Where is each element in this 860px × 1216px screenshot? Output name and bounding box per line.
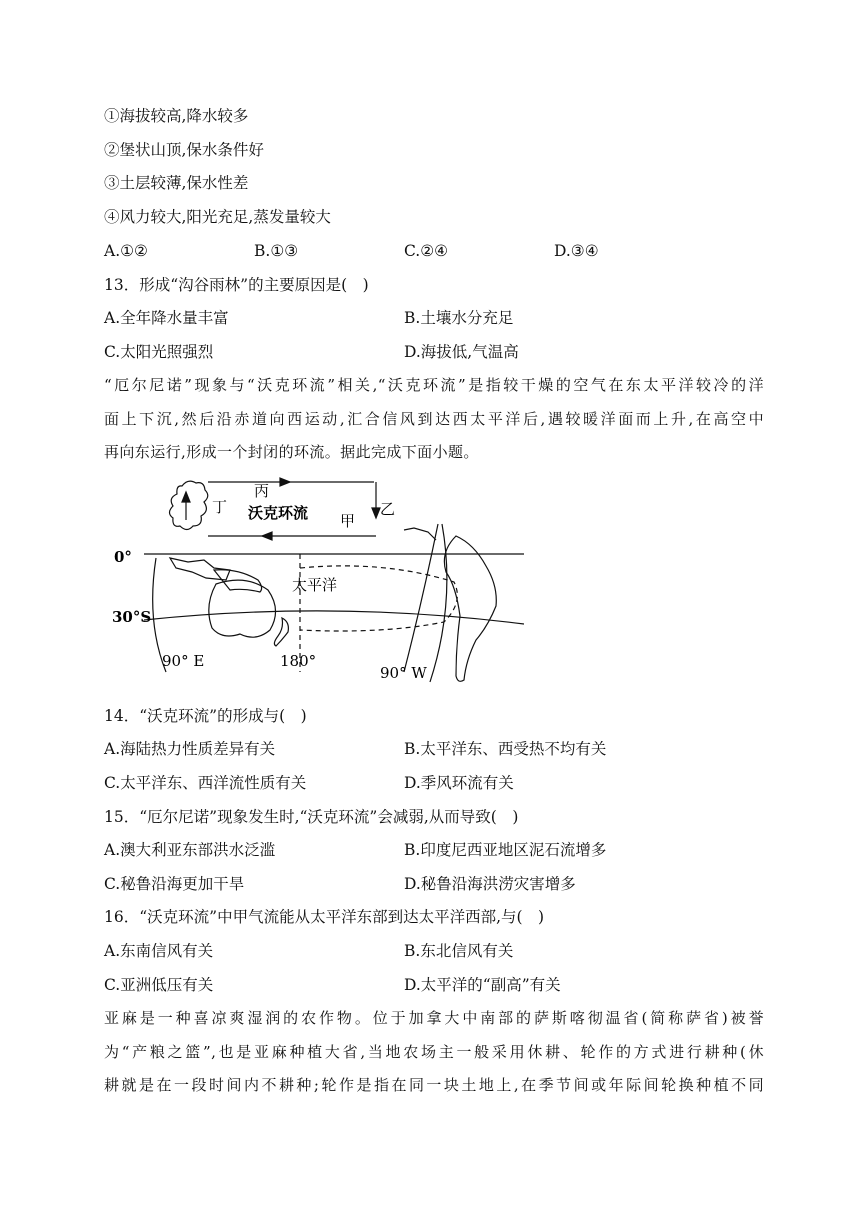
q16-choice-d: D.太平洋的“副高”有关 [404,976,561,994]
lat-30s-line [144,611,524,624]
q16-choice-a: A.东南信风有关 [104,942,214,960]
south-america-land [444,536,496,681]
passage1-line2: 面上下沉,然后沿赤道向西运动,汇合信风到达西太平洋后,遇较暖洋面而上升,在高空中 [104,410,764,428]
australia-land [209,580,276,637]
new-zealand-land [274,618,288,646]
label-jia: 甲 [340,512,356,530]
q15-stem: 15．“厄尔尼诺”现象发生时,“沃克环流”会减弱,从而导致( ) [104,808,519,826]
arrow-east-icon [280,478,290,486]
label-180: 180° [280,652,317,670]
label-equator: 0° [114,548,132,566]
q12-option-2: ②堡状山顶,保水条件好 [104,141,264,159]
passage1-line1: “厄尔尼诺”现象与“沃克环流”相关,“沃克环流”是指较干燥的空气在东太平洋较冷的洋 [104,376,764,394]
passage2-line1: 亚麻是一种喜凉爽湿润的农作物。位于加拿大中南部的萨斯喀彻温省(简称萨省)被誉 [104,1009,764,1027]
q15-choice-c: C.秘鲁沿海更加干旱 [104,875,245,893]
arrow-up-icon [182,492,190,502]
q13-choice-d: D.海拔低,气温高 [404,343,519,361]
label-90w: 90° W [380,664,427,682]
passage1-line3: 再向东运行,形成一个封闭的环流。据此完成下面小题。 [104,443,479,461]
q12-option-4: ④风力较大,阳光充足,蒸发量较大 [104,208,331,226]
passage2-line3: 耕就是在一段时间内不耕种;轮作是指在同一块土地上,在季节间或年际间轮换种植不同 [104,1076,764,1094]
q15-choice-d: D.秘鲁沿海洪涝灾害增多 [404,875,576,893]
label-walker: 沃克环流 [248,504,309,522]
q12-choice-a: A.①② [104,242,148,260]
q12-choice-d: D.③④ [554,242,599,260]
q14-stem: 14．“沃克环流”的形成与( ) [104,707,307,725]
meridian-90w-a [404,524,438,672]
passage2-line2: 为“产粮之篮”,也是亚麻种植大省,当地农场主一般采用休耕、轮作的方式进行耕种(休 [104,1043,764,1061]
q12-option-3: ③土层较薄,保水性差 [104,174,249,192]
label-30s: 30°S [112,608,152,626]
label-ding: 丁 [212,498,228,516]
arrow-west-icon [262,532,272,540]
label-yi: 乙 [380,500,396,518]
q12-choice-b: B.①③ [254,242,299,260]
q16-choice-b: B.东北信风有关 [404,942,514,960]
walker-circulation-map [104,472,524,694]
label-90e: 90° E [162,652,205,670]
q14-choice-a: A.海陆热力性质差异有关 [104,740,276,758]
q13-stem: 13．形成“沟谷雨林”的主要原因是( ) [104,276,369,294]
q14-choice-d: D.季风环流有关 [404,774,514,792]
q13-choice-c: C.太阳光照强烈 [104,343,214,361]
q15-choice-b: B.印度尼西亚地区泥石流增多 [404,841,607,859]
q15-choice-a: A.澳大利亚东部洪水泛滥 [104,841,276,859]
central-america-land [404,528,436,540]
q12-choice-c: C.②④ [404,242,449,260]
walker-map-svg [104,472,524,694]
indonesia-land [170,558,230,580]
q14-choice-c: C.太平洋东、西洋流性质有关 [104,774,307,792]
q12-option-1: ①海拔较高,降水较多 [104,107,249,125]
q13-choice-b: B.土壤水分充足 [404,309,514,327]
q16-stem: 16．“沃克环流”中甲气流能从太平洋东部到达太平洋西部,与( ) [104,908,545,926]
cloud-icon [170,481,208,529]
label-pacific: 太平洋 [292,576,338,594]
q14-choice-b: B.太平洋东、西受热不均有关 [404,740,607,758]
arrow-down-icon [372,508,380,518]
label-bing: 丙 [254,482,270,500]
q16-choice-c: C.亚洲低压有关 [104,976,214,994]
new-guinea-land [214,570,262,592]
q13-choice-a: A.全年降水量丰富 [104,309,229,327]
